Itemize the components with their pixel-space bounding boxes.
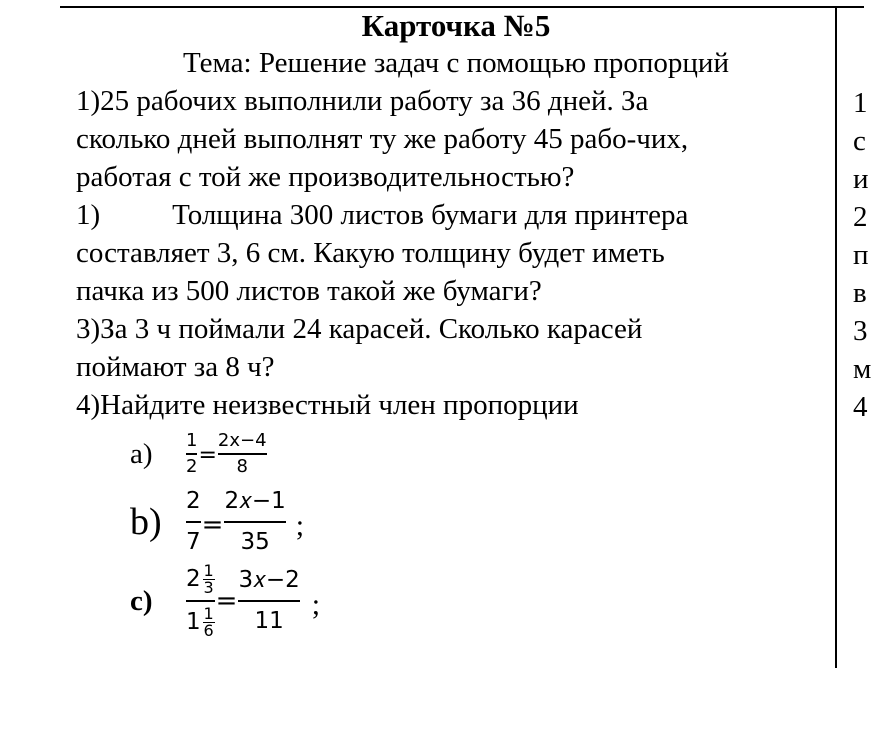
- neighbor-card-clipped: [853, 84, 873, 426]
- whole-part: 1: [186, 609, 201, 635]
- denominator: 6: [203, 621, 214, 640]
- equals-sign: =: [201, 510, 224, 540]
- equation-label: a): [130, 437, 153, 470]
- numerator: 2: [186, 488, 201, 514]
- task-line-9: 4)Найдите неизвестный член пропорции: [76, 389, 579, 421]
- denominator: 2: [186, 456, 198, 477]
- equation-b: [130, 490, 304, 554]
- equation-label: b): [130, 501, 162, 543]
- mini-fraction: [203, 606, 215, 639]
- whole-part: 2: [186, 566, 201, 592]
- equation-a: [130, 432, 267, 476]
- numerator: 1: [203, 561, 214, 580]
- card-title: Карточка №5: [361, 8, 551, 43]
- clipped-line: м: [853, 353, 872, 385]
- card-topic: Тема: Решение задач с помощью пропорций: [183, 47, 729, 79]
- mini-fraction: [203, 563, 215, 596]
- denominator: 8: [236, 456, 248, 477]
- clipped-line: 1: [853, 87, 868, 119]
- equals-sign: =: [198, 442, 217, 468]
- equation-label: c): [130, 584, 153, 617]
- item-text: Толщина 300 листов бумаги для принтера: [172, 199, 689, 231]
- clipped-line: с: [853, 125, 866, 157]
- task-line-1: 1)25 рабочих выполнили работу за 36 дней. За: [76, 85, 649, 117]
- clipped-line: 3: [853, 315, 868, 347]
- task-line-4: [76, 196, 836, 234]
- denominator: 11: [254, 608, 284, 634]
- mixed-number-top: [186, 563, 215, 596]
- right-fraction: [218, 432, 267, 476]
- task-line-8: поймают за 8 ч?: [76, 351, 275, 383]
- numerator: 1: [186, 430, 198, 451]
- right-fraction: [238, 569, 299, 633]
- denominator: 3: [203, 578, 214, 597]
- task-line-6: пачка из 500 листов такой же бумаги?: [76, 275, 542, 307]
- mixed-number-bottom: [186, 606, 215, 639]
- task-line-3: работая с той же производительностью?: [76, 161, 575, 193]
- left-fraction: [186, 490, 201, 554]
- denominator: 35: [240, 529, 270, 555]
- numerator: 1: [203, 604, 214, 623]
- clipped-line: в: [853, 277, 867, 309]
- right-fraction: [224, 490, 285, 554]
- numerator: 2𝑥−1: [224, 488, 286, 514]
- denominator: 7: [186, 529, 201, 555]
- equals-sign: =: [215, 586, 238, 616]
- left-complex-fraction: [186, 563, 215, 639]
- item-number: 1): [76, 199, 101, 231]
- clipped-line: 2: [853, 201, 868, 233]
- numerator: 3𝑥−2: [238, 567, 300, 593]
- clipped-line: и: [853, 163, 869, 195]
- equation-c: [130, 563, 320, 639]
- task-line-5: составляет 3, 6 см. Какую толщину будет иметь: [76, 237, 665, 269]
- task-line-2: сколько дней выполнят ту же работу 45 рабо-чих,: [76, 123, 689, 155]
- left-fraction: [186, 432, 197, 476]
- task-card: [76, 8, 836, 424]
- clipped-line: п: [853, 239, 869, 271]
- numerator: 2x−4: [217, 430, 267, 451]
- semicolon: ;: [311, 588, 321, 621]
- clipped-line: 4: [853, 391, 868, 423]
- task-line-7: 3)За 3 ч поймали 24 карасей. Сколько карасей: [76, 313, 643, 345]
- semicolon: ;: [295, 509, 305, 542]
